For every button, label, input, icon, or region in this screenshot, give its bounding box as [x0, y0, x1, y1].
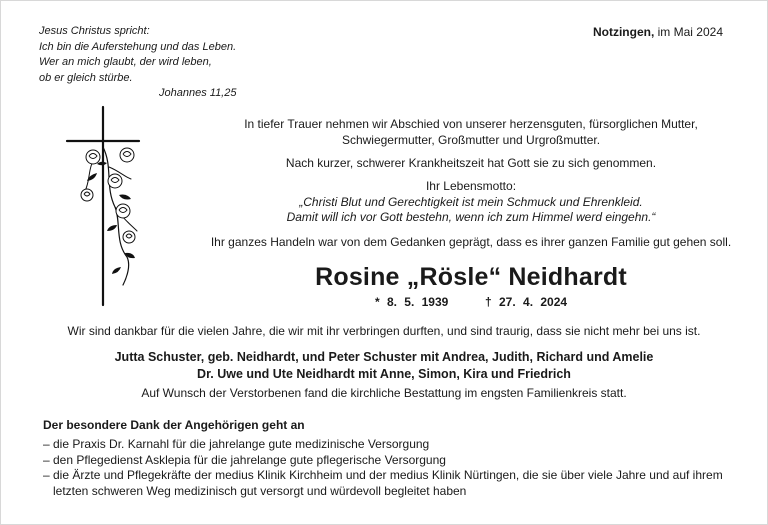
thanks-heading: Der besondere Dank der Angehörigen geht an [43, 418, 305, 432]
deceased-name: Rosine „Rösle“ Neidhardt [315, 263, 627, 291]
thanks-item: – die Ärzte und Pflegekräfte der medius Klinik Kirchheim und der medius Klinik Nürtingen, die sie über viele Jahre und auf ihrem letzten schweren Weg medizinisch gut versorgt und würdevoll begleitet haben [43, 468, 723, 499]
cross-with-roses-icon [57, 107, 147, 307]
intro-text [141, 117, 768, 172]
life-motto [141, 179, 768, 226]
birth-date: * 8. 5. 1939 [374, 295, 449, 309]
family-names [1, 349, 767, 383]
legacy-text: Ihr ganzes Handeln war von dem Gedanken geprägt, dass es ihrer ganzen Familie gut gehen soll. [210, 235, 732, 249]
thanks-item: – den Pflegedienst Asklepia für die jahrelange gute pflegerische Versorgung [43, 452, 446, 467]
gratitude-text: Wir sind dankbar für die vielen Jahre, die wir mit ihr verbringen durften, und sind traurig, dass sie nicht mehr bei uns ist. [67, 324, 701, 338]
quote-line: ob er gleich stürbe. [39, 71, 133, 84]
date: im Mai 2024 [654, 25, 723, 39]
family-line: Dr. Uwe und Ute Neidhardt mit Anne, Simon, Kira und Friedrich [197, 367, 571, 381]
intro-line: Nach kurzer, schwerer Krankheitszeit hat Gott sie zu sich genommen. [285, 156, 657, 170]
intro-line: Schwiegermutter, Großmutter und Urgroßmutter. [341, 132, 601, 147]
place-date [593, 25, 723, 39]
quote-line: Wer an mich glaubt, der wird leben, [39, 56, 212, 68]
quote-line: Ich bin die Auferstehung und das Leben. [39, 40, 237, 53]
life-dates [141, 295, 768, 309]
thanks-section [43, 418, 743, 500]
thanks-item: – die Praxis Dr. Karnahl für die jahrelange gute medizinische Versorgung [43, 436, 430, 451]
family-line: Jutta Schuster, geb. Neidhardt, und Peter Schuster mit Andrea, Judith, Richard und Amelie [114, 350, 654, 364]
motto-label: Ihr Lebensmotto: [425, 179, 517, 193]
funeral-note: Auf Wunsch der Verstorbenen fand die kirchliche Bestattung im engsten Familienkreis statt. [141, 386, 627, 400]
quote-source: Johannes 11,25 [159, 87, 237, 99]
intro-line: In tiefer Trauer nehmen wir Abschied von unserer herzensguten, fürsorglichen Mutter, [244, 117, 698, 131]
bible-quote [39, 24, 236, 102]
place: Notzingen, [592, 25, 655, 39]
death-date: † 27. 4. 2024 [485, 295, 568, 309]
quote-line: Jesus Christus spricht: [39, 25, 150, 37]
motto-line: Damit will ich vor Gott bestehn, wenn ich zum Himmel werd eingehn.“ [286, 210, 656, 224]
motto-line: „Christi Blut und Gerechtigkeit ist mein Schmuck und Ehrenkleid. [299, 194, 643, 209]
